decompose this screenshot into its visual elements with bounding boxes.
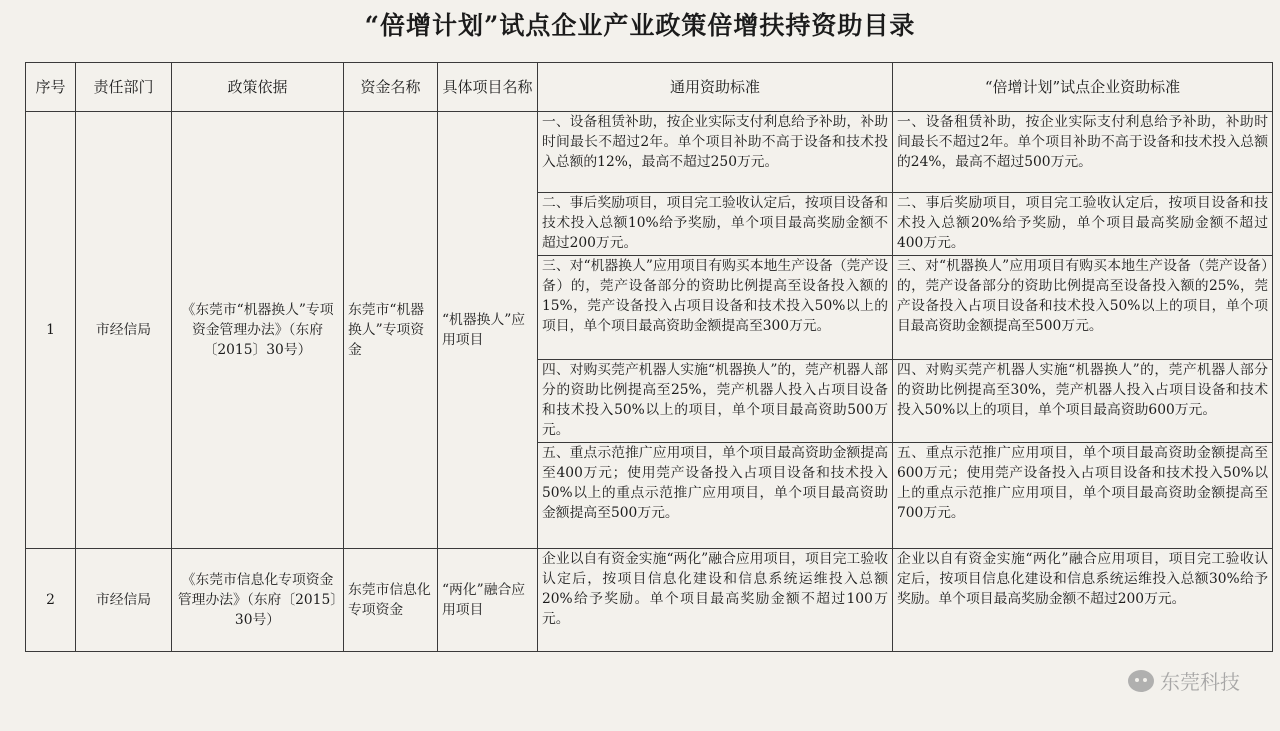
general-standard-cell: 二、事后奖励项目，项目完工验收认定后，按项目设备和技术投入总额10%给予奖励，单个项目最高奖励金额不超过200万元。 xyxy=(538,193,893,256)
general-standard-cell: 五、重点示范推广应用项目，单个项目最高资助金额提高至400万元；使用莞产设备投入占项目设备和技术投入50%以上的重点示范推广应用项目，单个项目最高资助金额提高至500万元。 xyxy=(538,443,893,549)
row-basis: 《东莞市信息化专项资金管理办法》（东府〔2015〕30号） xyxy=(172,549,344,652)
row-dept: 市经信局 xyxy=(76,549,172,652)
pilot-standard-cell: 一、设备租赁补助，按企业实际支付利息给予补助，补助时间最长不超过2年。单个项目补助不高于设备和技术投入总额的24%，最高不超过500万元。 xyxy=(893,112,1273,193)
watermark-text: 东莞科技 xyxy=(1160,670,1240,694)
table-header-row xyxy=(26,63,1273,112)
table-row xyxy=(26,549,1273,652)
general-standard-cell: 一、设备租赁补助，按企业实际支付利息给予补助，补助时间最长不超过2年。单个项目补助不高于设备和技术投入总额的12%，最高不超过250万元。 xyxy=(538,112,893,193)
general-standard-cell: 企业以自有资金实施“两化”融合应用项目，项目完工验收认定后，按项目信息化建设和信息系统运维投入总额20%给予奖励。单个项目最高奖励金额不超过100万元。 xyxy=(538,549,893,652)
header-project: 具体项目名称 xyxy=(438,63,538,112)
row-project: “两化”融合应用项目 xyxy=(438,549,538,652)
header-fund: 资金名称 xyxy=(344,63,438,112)
wechat-icon xyxy=(1128,670,1154,692)
header-basis: 政策依据 xyxy=(172,63,344,112)
header-dept: 责任部门 xyxy=(76,63,172,112)
header-general: 通用资助标准 xyxy=(538,63,893,112)
pilot-standard-cell: 二、事后奖励项目，项目完工验收认定后，按项目设备和技术投入总额20%给予奖励，单个项目最高奖励金额不超过400万元。 xyxy=(893,193,1273,256)
table-row xyxy=(26,112,1273,193)
row-basis: 《东莞市“机器换人”专项资金管理办法》（东府〔2015〕30号） xyxy=(172,112,344,549)
general-standard-cell: 三、对“机器换人”应用项目有购买本地生产设备（莞产设备）的，莞产设备部分的资助比例提高至设备投入额的15%，莞产设备投入占项目设备和技术投入50%以上的项目，单个项目最高资助金额提高至300万元。 xyxy=(538,256,893,360)
pilot-standard-cell: 四、对购买莞产机器人实施“机器换人”的，莞产机器人部分的资助比例提高至30%，莞产机器人投入占项目设备和技术投入50%以上的项目，单个项目最高资助600万元。 xyxy=(893,360,1273,443)
row-dept: 市经信局 xyxy=(76,112,172,549)
page-title: “倍增计划”试点企业产业政策倍增扶持资助目录 xyxy=(364,11,916,40)
row-no: 2 xyxy=(26,549,76,652)
row-no: 1 xyxy=(26,112,76,549)
policy-table xyxy=(25,62,1273,652)
pilot-standard-cell: 五、重点示范推广应用项目，单个项目最高资助金额提高至600万元；使用莞产设备投入占项目设备和技术投入50%以上的重点示范推广应用项目，单个项目最高资助金额提高至700万元。 xyxy=(893,443,1273,549)
general-standard-cell: 四、对购买莞产机器人实施“机器换人”的，莞产机器人部分的资助比例提高至25%，莞产机器人投入占项目设备和技术投入50%以上的项目，单个项目最高资助500万元。 xyxy=(538,360,893,443)
row-project: “机器换人”应用项目 xyxy=(438,112,538,549)
row-fund: 东莞市“机器换人”专项资金 xyxy=(344,112,438,549)
watermark xyxy=(1128,666,1240,695)
row-fund: 东莞市信息化专项资金 xyxy=(344,549,438,652)
pilot-standard-cell: 企业以自有资金实施“两化”融合应用项目，项目完工验收认定后，按项目信息化建设和信息系统运维投入总额30%给予奖励。单个项目最高奖励金额不超过200万元。 xyxy=(893,549,1273,652)
pilot-standard-cell: 三、对“机器换人”应用项目有购买本地生产设备（莞产设备）的，莞产设备部分的资助比例提高至设备投入额的25%，莞产设备投入占项目设备和技术投入50%以上的项目，单个项目最高资助金额提高至500万元。 xyxy=(893,256,1273,360)
header-pilot: “倍增计划”试点企业资助标准 xyxy=(893,63,1273,112)
header-no: 序号 xyxy=(26,63,76,112)
